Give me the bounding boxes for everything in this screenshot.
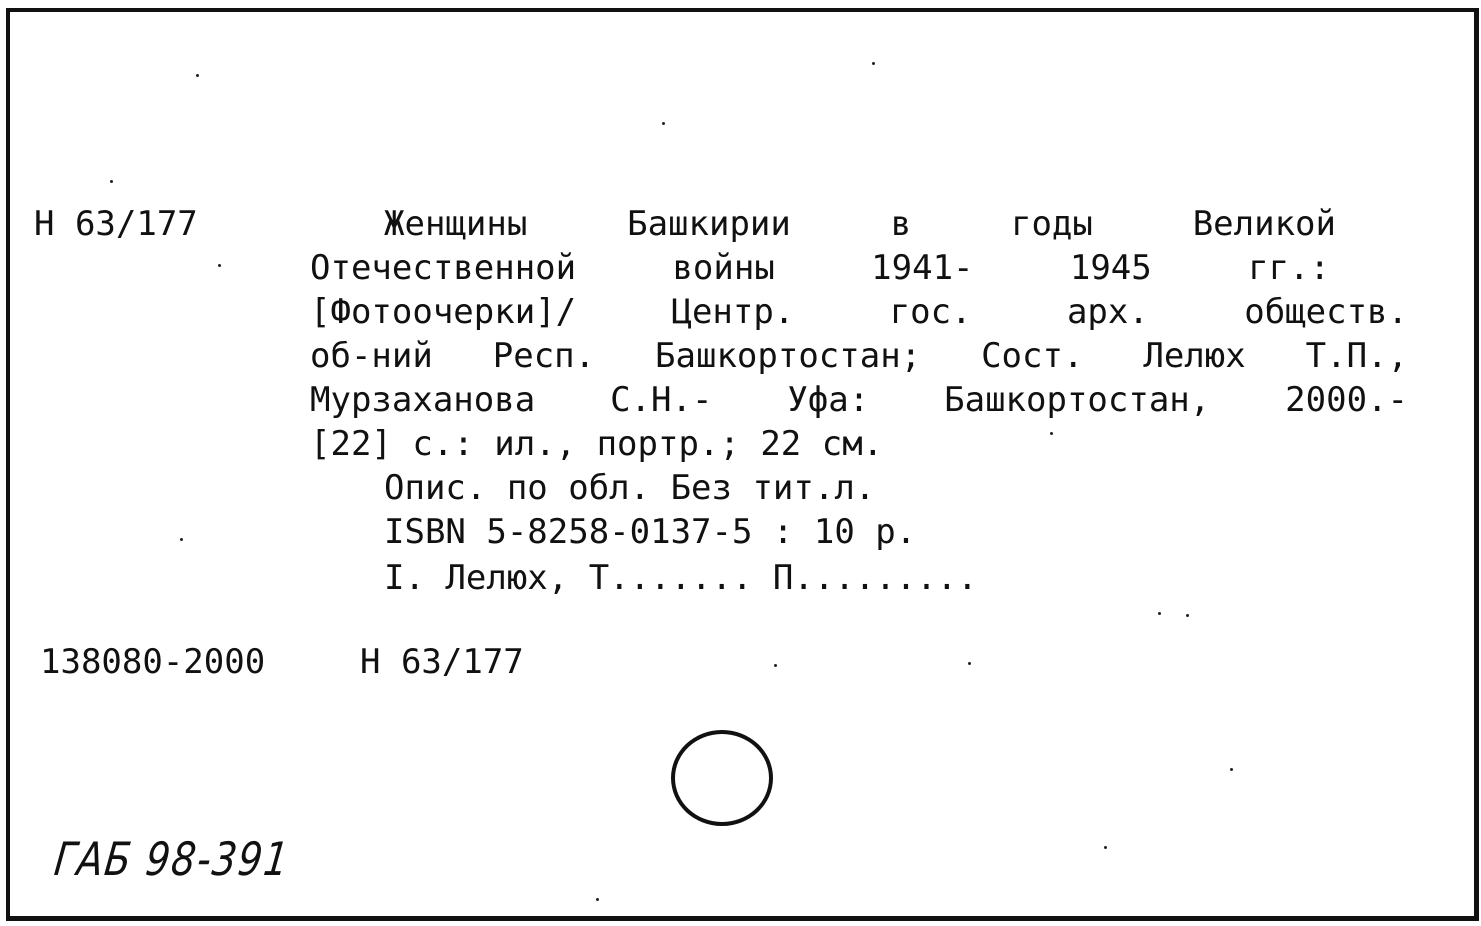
scan-speck — [1158, 612, 1161, 615]
title-word: обществ. — [1244, 292, 1408, 332]
title-word: арх. — [1066, 292, 1149, 332]
title-line-1 — [384, 202, 1336, 246]
scan-speck — [218, 264, 221, 267]
title-word: Респ. — [492, 336, 596, 376]
pages-line: [22] с.: ил., портр.; 22 см. — [310, 424, 884, 464]
inventory-number: 138080-2000 — [40, 642, 266, 682]
title-word: Т.П., — [1305, 336, 1408, 376]
title-word: войны — [672, 248, 775, 288]
title-word: Башкортостан, — [944, 380, 1211, 420]
title-line-5 — [310, 378, 1408, 422]
isbn-line: ISBN 5-8258-0137-5 : 10 р. — [384, 512, 917, 552]
handwritten-note: ГАБ 98-391 — [51, 832, 293, 886]
scan-speck — [774, 664, 777, 667]
scan-speck — [596, 898, 599, 901]
title-word: об-ний — [310, 336, 433, 376]
scan-speck — [872, 62, 875, 65]
scan-speck — [968, 662, 971, 665]
title-word: 1941- — [871, 248, 974, 288]
title-word: Сост. — [981, 336, 1084, 376]
title-word: годы — [1010, 204, 1093, 244]
title-line-3 — [310, 290, 1408, 334]
title-word: 1945 — [1069, 248, 1152, 288]
title-word: С.Н.- — [610, 380, 713, 420]
title-word: Женщины — [384, 204, 528, 244]
scan-speck — [110, 180, 113, 183]
title-word: Лелюх — [1143, 336, 1246, 376]
title-line-4 — [310, 334, 1408, 378]
title-word: Башкирии — [627, 204, 791, 244]
title-word: Центр. — [671, 292, 795, 332]
added-entry-line: I. Лелюх, Т....... П......... — [384, 558, 978, 598]
title-word: гос. — [889, 292, 972, 332]
scan-speck — [662, 122, 665, 125]
call-number-top: Н 63/177 — [34, 204, 198, 244]
scan-speck — [1050, 432, 1053, 435]
scan-speck — [1186, 614, 1189, 617]
title-word: Великой — [1192, 204, 1336, 244]
title-word: Уфа: — [787, 380, 870, 420]
title-word: Мурзаханова — [310, 380, 536, 420]
title-word: гг.: — [1248, 248, 1330, 288]
punch-hole — [671, 730, 773, 826]
title-word: в — [890, 204, 912, 244]
note-line: Опис. по обл. Без тит.л. — [384, 468, 876, 508]
scan-speck — [180, 538, 183, 541]
scan-speck — [1230, 768, 1233, 771]
title-word: 2000.- — [1285, 380, 1408, 420]
scan-speck — [1104, 846, 1107, 849]
scan-speck — [196, 74, 199, 77]
title-word: Отечественной — [310, 248, 577, 288]
title-word: [Фотоочерки]/ — [310, 292, 577, 332]
title-line-2 — [310, 246, 1330, 290]
title-word: Башкортостан; — [655, 336, 922, 376]
call-number-bottom: Н 63/177 — [360, 642, 524, 682]
